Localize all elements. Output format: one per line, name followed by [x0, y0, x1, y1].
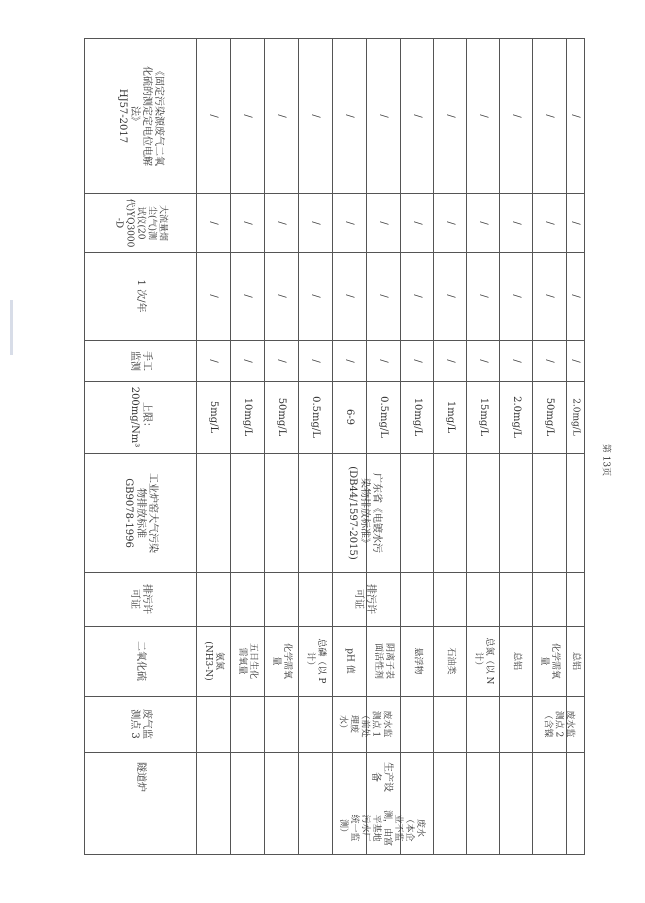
wastewater-equipment: 生产设 备 — [370, 762, 393, 792]
table-cell-instrument: / — [242, 220, 253, 225]
header-equipment: 隧道炉 — [135, 762, 146, 792]
table-cell-analysis: / — [477, 113, 489, 118]
table-row-param: 化学需氧 量 — [539, 642, 560, 680]
table-cell-limit: 1mg/L — [444, 400, 456, 434]
table-cell-instrument: / — [544, 220, 555, 225]
table-cell-analysis: / — [208, 113, 219, 118]
table-cell-frequency: / — [570, 294, 581, 298]
table-cell-instrument: / — [208, 220, 219, 225]
table-cell-method: / — [477, 358, 489, 363]
table-cell-limit: 0.5mg/L — [378, 396, 389, 438]
table-cell-method: / — [208, 358, 219, 363]
header-monitoring-point: 废气监 测点 3 — [129, 709, 152, 739]
table-cell-frequency: / — [411, 294, 423, 298]
header-pollutant: 二氧化硫 — [135, 641, 146, 681]
table-cell-analysis: / — [378, 113, 389, 118]
header-water-col: 《固定污染源废气二氧 化硫的测定定电位电解 法》 HJ57-2017 — [117, 65, 164, 166]
table-row-param: 五日生化 需氧量 — [237, 642, 258, 680]
table-row-param: 总氮（以 N 计） — [472, 637, 494, 685]
header-frequency: 1 次/年 — [135, 279, 146, 313]
header-limit: 上限： 200mg/Nm³ — [129, 386, 152, 448]
table-cell-analysis: / — [411, 113, 423, 118]
wastewater-permit: 排污许 可证 — [353, 584, 376, 614]
table-border-bottom — [84, 854, 585, 855]
table-cell-frequency: / — [378, 294, 389, 298]
table-cell-limit: 50mg/L — [544, 397, 555, 437]
wastewater-standard: 广东省《电镀水污 染物排放标准》 (DB44/1597-2015) — [347, 465, 382, 560]
table-row-param: 总磷（以 P 计） — [305, 638, 326, 684]
table-row-param: 总铝 — [511, 651, 521, 671]
table-cell-method: / — [276, 358, 287, 363]
table-cell-limit: 15mg/L — [477, 397, 489, 437]
table-border-right — [584, 38, 585, 855]
table-cell-analysis: / — [344, 113, 355, 118]
table-cell-frequency: / — [344, 294, 355, 298]
table-cell-instrument: / — [510, 220, 522, 225]
table-row-param: 化学需氧 量 — [271, 642, 292, 680]
table-cell-frequency: / — [208, 294, 219, 298]
table-cell-method: / — [544, 358, 555, 363]
table-cell-instrument: / — [570, 220, 581, 225]
table-cell-frequency: / — [510, 294, 522, 298]
table-cell-frequency: / — [544, 294, 555, 298]
table-cell-method: / — [242, 358, 253, 363]
wastewater-point-2: 废水监 测点 2 （含镍 — [542, 710, 575, 738]
header-permit: 排污许 可证 — [129, 584, 152, 614]
table-cell-instrument: / — [378, 220, 389, 225]
table-cell-instrument: / — [310, 220, 321, 225]
table-cell-instrument: / — [444, 220, 456, 225]
table-row-param: 氨氮 (NH3-N) — [203, 641, 224, 681]
table-cell-method: / — [378, 358, 389, 363]
wastewater-category: 废水 （本企 业不监 测，由富 平基地 污水厂 统一监 测） — [338, 809, 425, 847]
table-cell-method: / — [310, 358, 321, 363]
table-cell-analysis: / — [310, 113, 321, 118]
table-row-param: 阴离子表 面活性剂 — [373, 642, 394, 680]
table-cell-frequency: / — [310, 294, 321, 298]
table-cell-method: / — [510, 358, 522, 363]
table-cell-frequency: / — [477, 294, 489, 298]
table-cell-method: / — [344, 358, 355, 363]
table-cell-instrument: / — [411, 220, 423, 225]
scan-artifact — [10, 300, 13, 355]
table-cell-instrument: / — [477, 220, 489, 225]
table-cell-analysis: / — [242, 113, 253, 118]
page-number: 第 13页 — [600, 443, 611, 477]
table-cell-method: / — [411, 358, 423, 363]
header-method: 手工 监测 — [129, 350, 152, 371]
table-cell-analysis: / — [444, 113, 456, 118]
table-cell-limit: 50mg/L — [276, 397, 287, 437]
header-instrument: 大流量烟 尘(气)测 试仪(20 代)YQ3000 -D — [113, 198, 168, 247]
table-cell-method: / — [570, 358, 581, 363]
table-cell-frequency: / — [444, 294, 456, 298]
table-cell-instrument: / — [344, 220, 355, 225]
table-cell-method: / — [444, 358, 456, 363]
table-cell-analysis: / — [510, 113, 522, 118]
wastewater-point-1: 废水监 测点 1 （前处 理废 水） — [337, 710, 392, 738]
table-cell-limit: 2.0mg/L — [510, 396, 522, 438]
table-cell-limit: 2.0mg/L — [570, 398, 581, 436]
table-row-param: 总铝 — [570, 651, 581, 671]
table-cell-frequency: / — [276, 294, 287, 298]
table-cell-frequency: / — [242, 294, 253, 298]
table-cell-analysis: / — [544, 113, 555, 118]
table-cell-analysis: / — [570, 113, 581, 118]
table-row-param: pH 值 — [344, 648, 355, 674]
table-cell-analysis: / — [276, 113, 287, 118]
table-cell-limit: 5mg/L — [208, 400, 219, 434]
header-standard: 工业炉窑大气污染 物排放标准 GB9078-1996 — [123, 472, 158, 553]
table-row-param: 悬浮物 — [412, 647, 422, 675]
table-row-param: 石油类 — [445, 647, 455, 675]
table-cell-instrument: / — [276, 220, 287, 225]
table-cell-limit: 10mg/L — [242, 397, 253, 437]
table-cell-limit: 10mg/L — [411, 397, 423, 437]
table-cell-limit: 6-9 — [344, 408, 355, 426]
table-cell-limit: 0.5mg/L — [310, 396, 321, 438]
